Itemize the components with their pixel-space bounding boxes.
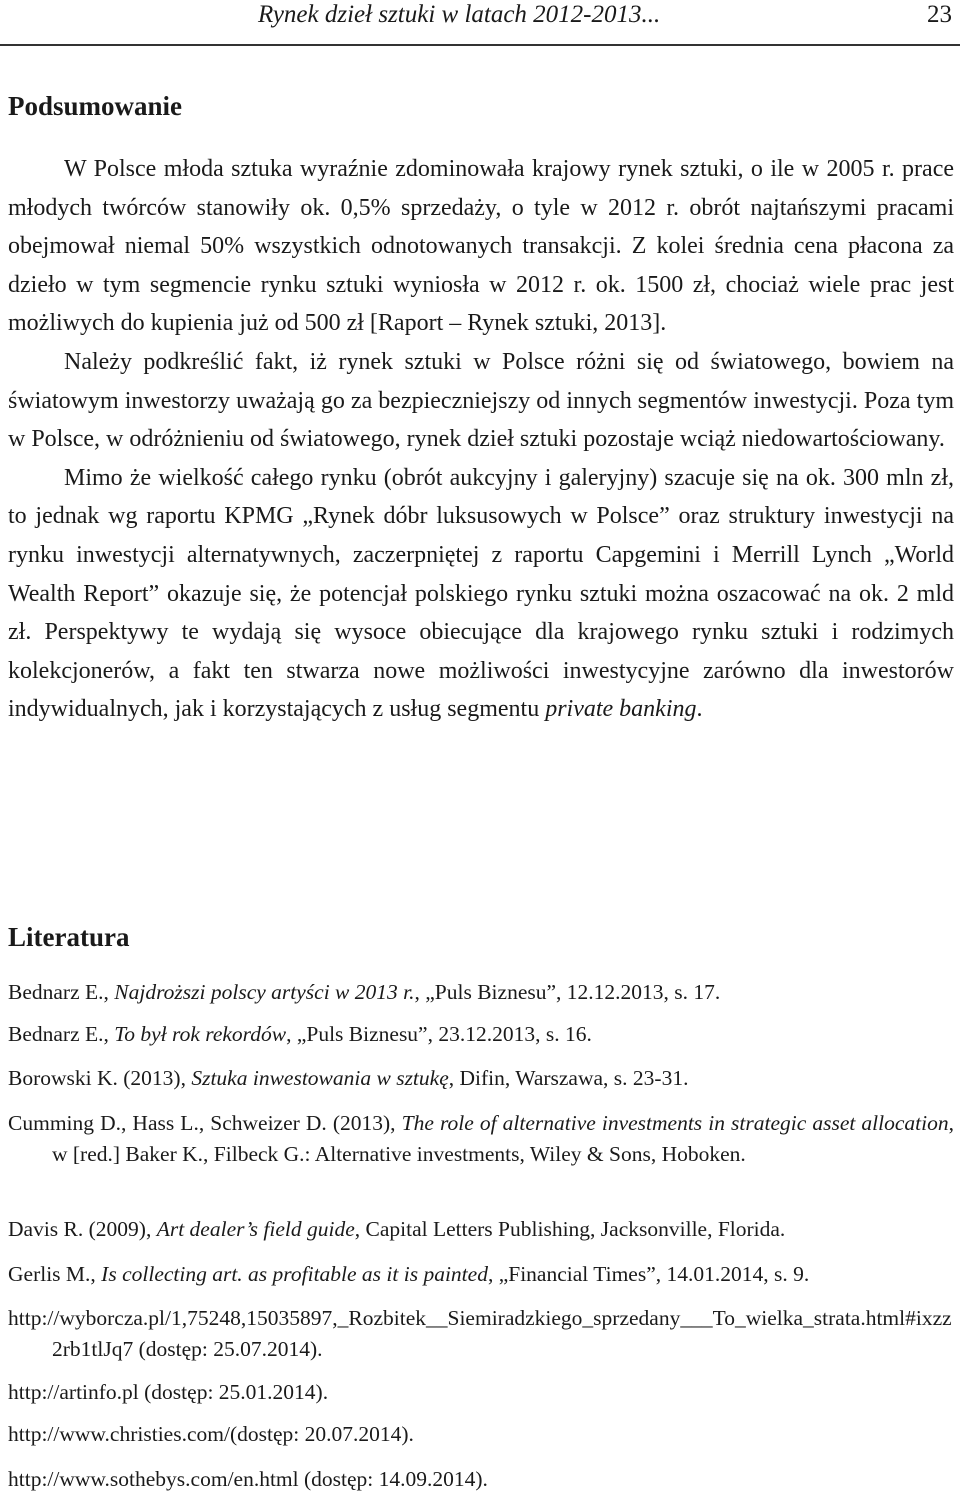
reference-source: , w [red.] Baker K., Filbeck G.: Alternative investments, Wiley & Sons, Hoboken. (52, 1111, 954, 1166)
reference-author: Bednarz E., (8, 980, 115, 1004)
reference-source: , Capital Letters Publishing, Jacksonville, Florida. (354, 1217, 786, 1241)
section-heading-summary: Podsumowanie (8, 91, 183, 121)
reference-source: , „Puls Biznesu”, 12.12.2013, s. 17. (414, 980, 721, 1004)
paragraph-text: Mimo że wielkość całego rynku (obrót aukcyjny i galeryjny) szacuje się na ok. 300 mln zł, to jednak wg raportu KPMG „Rynek dóbr luksusowych w Polsce” oraz struktury inwestycji na rynku inwestycji alternatywnych, zaczerpniętej z raportu Capgemini i Merrill Lynch „World Wealth Report” okazuje się, że potencjał polskiego rynku sztuki można oszacować na ok. 2 mld zł. Perspektywy te wydają się wysoce obiecujące dla krajowego rynku sztuki i rodzimych kolekcjonerów, a fakt ten stwarza nowe możliwości inwestycyjne zarówno dla inwestorów indywidualnych, jak i korzystających z usług segmentu (8, 464, 954, 723)
paragraph-end: . (696, 696, 703, 723)
reference-url: http://wyborcza.pl/1,75248,15035897,_Rozbitek__Siemiradzkiego_sprzedany___To_wielka_strata.html#ixzz2rb1tlJq7 (dostęp: 25.07.2014). (8, 1306, 952, 1361)
reference-title: Is collecting art. as profitable as it is painted (101, 1262, 488, 1286)
reference-title: Sztuka inwestowania w sztukę (191, 1066, 449, 1090)
reference-title: Najdroższi polscy artyści w 2013 r. (114, 980, 415, 1004)
reference-title: The role of alternative investments in strategic asset allocation (401, 1111, 949, 1135)
paragraph-italic-term: private banking (545, 696, 697, 723)
summary-body (8, 150, 954, 729)
reference-item (8, 1214, 954, 1245)
reference-title: To był rok rekordów (114, 1022, 287, 1046)
reference-source: , Difin, Warszawa, s. 23-31. (448, 1066, 689, 1090)
paragraph: W Polsce młoda sztuka wyraźnie zdominowała krajowy rynek sztuki, o ile w 2005 r. prace młodych twórców stanowiły ok. 0,5% sprzedaży, o tyle w 2012 r. obrót najtańszymi pracami obejmował niemal 50% wszystkich odnotowanych transakcji. Z kolei średnia cena płacona za dzieło w tym segmencie rynku sztuki wyniosła w 2012 r. ok. 1500 zł, chociaż wiele prac jest możliwych do kupienia już od 500 zł [Raport – Rynek sztuki, 2013]. (8, 156, 954, 337)
page-number: 23 (927, 1, 952, 28)
reference-item (8, 1303, 954, 1365)
reference-author: Bednarz E., (8, 1022, 115, 1046)
reference-author: Cumming D., Hass L., Schweizer D. (2013), (8, 1111, 402, 1135)
running-head-title: Rynek dzieł sztuki w latach 2012-2013... (258, 1, 661, 28)
reference-url: http://www.christies.com/(dostęp: 20.07.2014). (8, 1422, 414, 1446)
reference-item (8, 1259, 954, 1290)
reference-item (8, 1019, 954, 1050)
reference-url: http://artinfo.pl (dostęp: 25.01.2014). (8, 1380, 329, 1404)
reference-source: , „Financial Times”, 14.01.2014, s. 9. (487, 1262, 810, 1286)
reference-item (8, 1063, 954, 1094)
reference-url: http://www.sothebys.com/en.html (dostęp: 14.09.2014). (8, 1467, 488, 1491)
reference-author: Davis R. (2009), (8, 1217, 157, 1241)
reference-item (8, 1464, 954, 1495)
paragraph (8, 459, 954, 729)
reference-item (8, 977, 954, 1008)
reference-author: Borowski K. (2013), (8, 1066, 192, 1090)
section-heading-literature: Literatura (8, 922, 130, 952)
paragraph: Należy podkreślić fakt, iż rynek sztuki w Polsce różni się od światowego, bowiem na światowym inwestorzy uważają go za bezpieczniejszy od innych segmentów inwestycji. Poza tym w Polsce, w odróżnieniu od światowego, rynek dzieł sztuki pozostaje wciąż niedowartościowany. (8, 348, 954, 453)
running-head (0, 0, 960, 46)
reference-author: Gerlis M., (8, 1262, 102, 1286)
reference-item (8, 1419, 954, 1450)
reference-title: Art dealer’s field guide (156, 1217, 355, 1241)
reference-source: , „Puls Biznesu”, 23.12.2013, s. 16. (286, 1022, 592, 1046)
reference-item (8, 1377, 954, 1408)
reference-item (8, 1108, 954, 1170)
